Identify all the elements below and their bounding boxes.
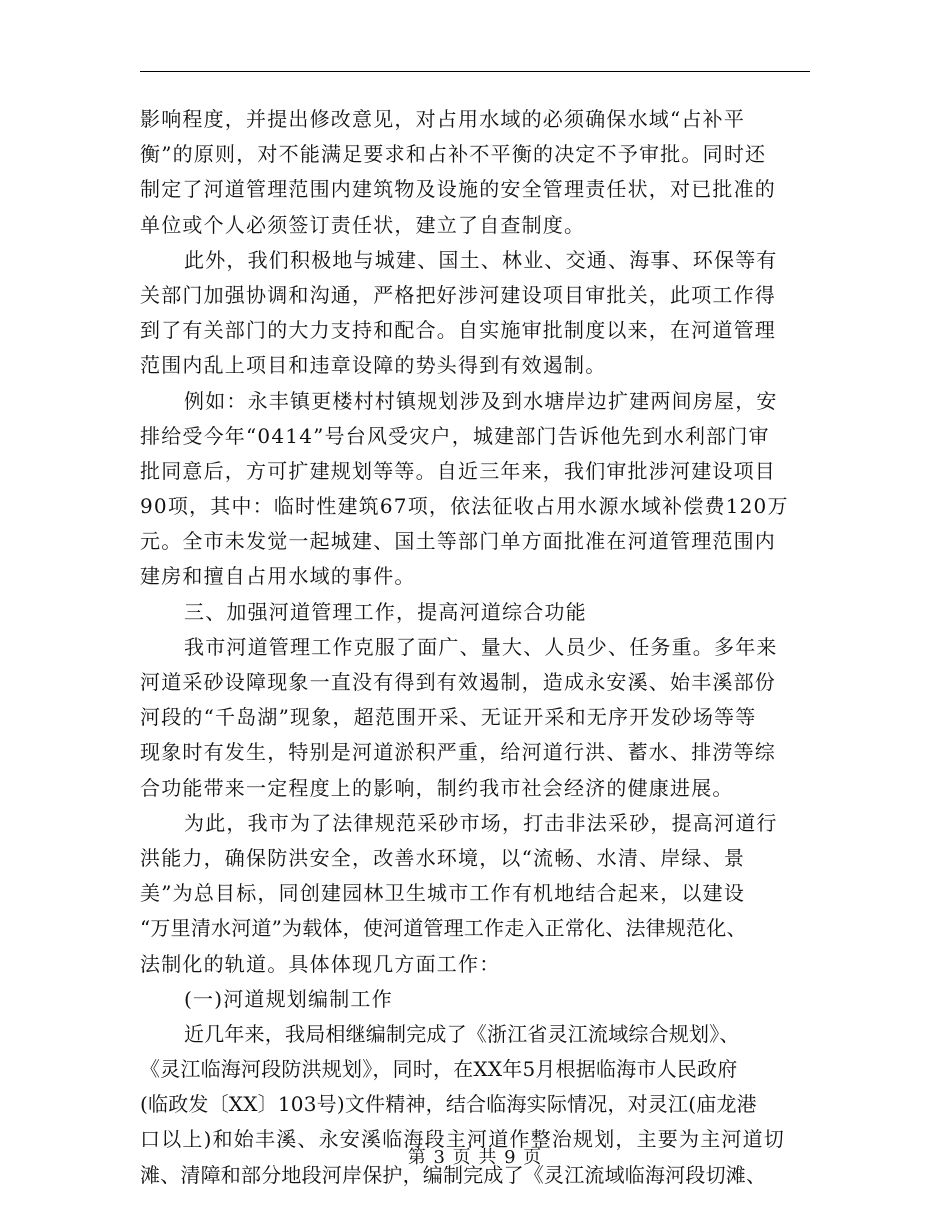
page-number-footer: 第 3 页 共 9 页 [407, 1147, 543, 1168]
header-rule [140, 71, 810, 72]
paragraph-line: 现象时有发生，特别是河道淤积严重，给河道行洪、蓄水、排涝等综 [140, 740, 776, 765]
body-text [140, 102, 812, 1193]
section-heading: 三、加强河道管理工作，提高河道综合功能 [184, 599, 587, 624]
paragraph-line: 《灵江临海河段防洪规划》，同时，在XX年5月根据临海市人民政府 [140, 1057, 738, 1082]
paragraph-line: (临政发〔XX〕103号)文件精神，结合临海实际情况，对灵江(庙龙港 [140, 1092, 757, 1117]
paragraph-line: 批同意后，方可扩建规划等等。自近三年来，我们审批涉河建设项目 [140, 458, 776, 483]
paragraph-line: 此外，我们积极地与城建、国土、林业、交通、海事、环保等有 [184, 247, 778, 272]
paragraph-line: 滩、清障和部分地段河岸保护，编制完成了《灵江流域临海河段切滩、 [140, 1162, 767, 1187]
paragraph-line: “万里清水河道”为载体，使河道管理工作走入正常化、法律规范化、 [140, 916, 747, 941]
paragraph-line: 影响程度，并提出修改意见，对占用水域的必须确保水域“占补平 [140, 107, 746, 131]
paragraph-line: 为此，我市为了法律规范采砂市场，打击非法采砂，提高河道行 [184, 810, 778, 835]
paragraph-line: 范围内乱上项目和违章设障的势头得到有效遏制。 [140, 353, 607, 378]
paragraph-line: 洪能力，确保防洪安全，改善水环境，以“流畅、水清、岸绿、景 [140, 845, 746, 870]
paragraph-line: 元。全市未发觉一起城建、国土等部门单方面批准在河道管理范围内 [140, 529, 776, 554]
paragraph-line: 90项，其中：临时性建筑67项，依法征收占用水源水域补偿费120万 [140, 494, 789, 519]
paragraph-line: 排给受今年“0414”号台风受灾户，城建部门告诉他先到水利部门审 [140, 423, 770, 448]
paragraph-line: 例如：永丰镇更楼村村镇规划涉及到水塘岸边扩建两间房屋，安 [184, 388, 778, 413]
paragraph-line: 衡”的原则，对不能满足要求和占补不平衡的决定不予审批。同时还 [140, 142, 767, 167]
paragraph-line: 口以上)和始丰溪、永安溪临海段主河道作整治规划，主要为主河道切 [140, 1127, 786, 1152]
paragraph-line: 关部门加强协调和沟通，严格把好涉河建设项目审批关，此项工作得 [140, 282, 776, 307]
paragraph-line: 建房和擅自占用水域的事件。 [140, 564, 416, 589]
paragraph-line: 单位或个人必须签订责任状，建立了自查制度。 [140, 212, 586, 237]
subsection-heading: (一)河道规划编制工作 [184, 986, 393, 1011]
paragraph-line: 到了有关部门的大力支持和配合。自实施审批制度以来，在河道管理 [140, 318, 776, 343]
paragraph-line: 法制化的轨道。具体体现几方面工作： [140, 951, 501, 976]
paragraph-line: 河道采砂设障现象一直没有得到有效遏制，造成永安溪、始丰溪部份 [140, 670, 776, 694]
paragraph-line: 美”为总目标，同创建园林卫生城市工作有机地结合起来，以建设 [140, 881, 746, 906]
paragraph-line: 近几年来，我局相继编制完成了《浙江省灵江流域综合规划》、 [184, 1021, 740, 1046]
paragraph-line: 河段的“千岛湖”现象，超范围开采、无证开采和无序开发砂场等等 [140, 705, 757, 730]
paragraph-line: 我市河道管理工作克服了面广、量大、人员少、任务重。多年来 [184, 634, 778, 659]
paragraph-line: 制定了河道管理范围内建筑物及设施的安全管理责任状，对已批准的 [140, 177, 776, 202]
paragraph-line: 合功能带来一定程度上的影响，制约我市社会经济的健康进展。 [140, 775, 734, 800]
